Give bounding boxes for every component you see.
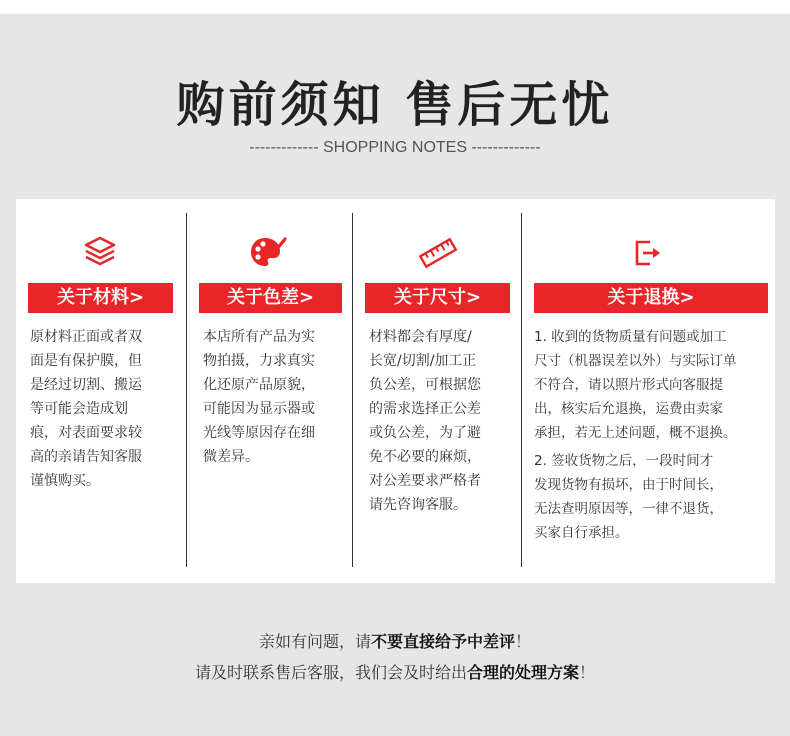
text-materials: [30, 325, 180, 493]
text-line: 等可能会造成划: [30, 401, 128, 417]
text-line: 的需求选择正公差: [369, 401, 481, 417]
text-line: 面是有保护膜，但: [30, 353, 142, 369]
footer-text: 请及时联系售后客服，我们会及时给出: [194, 663, 467, 682]
text-line: 微差异。: [203, 449, 259, 465]
text-line: 长宽/切割/加工正: [369, 353, 477, 369]
notes-card: [16, 199, 775, 583]
footer-emphasis: 不要直接给予中差评: [370, 632, 515, 651]
text-line: 可能因为显示器或: [203, 401, 315, 417]
heading-materials: 关于材料>: [28, 283, 173, 313]
text-line: 本店所有产品为实: [203, 329, 315, 345]
footer-notice-line-2: [0, 660, 790, 683]
text-line: 痕，对表面要求较: [30, 425, 142, 441]
text-line: 光线等原因存在细: [203, 425, 315, 441]
page-subtitle: ------------- SHOPPING NOTES -------------: [249, 139, 541, 156]
text-line: 高的亲请告知客服: [30, 449, 142, 465]
footer-text: 亲如有问题，请: [258, 632, 371, 651]
footer-notice-line-1: [0, 629, 790, 652]
text-line: 不符合，请以照片形式向客服提: [534, 377, 723, 393]
text-line: 尺寸（机器误差以外）与实际订单: [534, 353, 737, 369]
page-title: 购前须知 售后无忧: [176, 77, 614, 133]
text-size: [369, 325, 519, 517]
text-line: 谨慎购买。: [30, 473, 100, 489]
top-strip: [0, 0, 790, 14]
column-materials: [16, 199, 186, 583]
text-line: 2. 签收货物之后，一段时间才: [534, 453, 714, 469]
text-line: 原材料正面或者双: [30, 329, 142, 345]
text-line: 或负公差，为了避: [369, 425, 481, 441]
text-line: 材料都会有厚度/: [369, 329, 472, 345]
text-line: 对公差要求严格者: [369, 473, 481, 489]
text-line: 出，核实后允退换，运费由卖家: [534, 401, 723, 417]
text-line: 无法查明原因等，一律不退货，: [534, 501, 723, 517]
column-size: [353, 199, 522, 583]
layers-icon: [82, 235, 118, 269]
text-line: 1. 收到的货物质量有问题或加工: [534, 329, 727, 345]
text-line: 买家自行承担。: [534, 525, 629, 541]
exit-icon: [634, 239, 664, 267]
text-line: 请先咨询客服。: [369, 497, 467, 513]
heading-size: 关于尺寸>: [365, 283, 510, 313]
text-returns: [534, 325, 774, 545]
text-line: 是经过切割、搬运: [30, 377, 142, 393]
column-color: [187, 199, 352, 583]
text-line: 物拍摄，力求真实: [203, 353, 315, 369]
heading-color: 关于色差>: [199, 283, 342, 313]
footer-emphasis: 合理的处理方案: [466, 663, 579, 682]
footer-text: ！: [579, 663, 596, 682]
text-line: 发现货物有损坏，由于时间长，: [534, 477, 723, 493]
footer-text: ！: [515, 632, 532, 651]
text-line: 负公差，可根据您: [369, 377, 481, 393]
ruler-icon: [418, 237, 458, 269]
text-line: 承担，若无上述问题，概不退换。: [534, 425, 737, 441]
text-color: [203, 325, 348, 469]
heading-returns: 关于退换>: [534, 283, 768, 313]
text-line: 化还原产品原貌，: [203, 377, 315, 393]
palette-icon: [249, 235, 287, 269]
text-line: 免不必要的麻烦，: [369, 449, 481, 465]
column-returns: [522, 199, 775, 583]
